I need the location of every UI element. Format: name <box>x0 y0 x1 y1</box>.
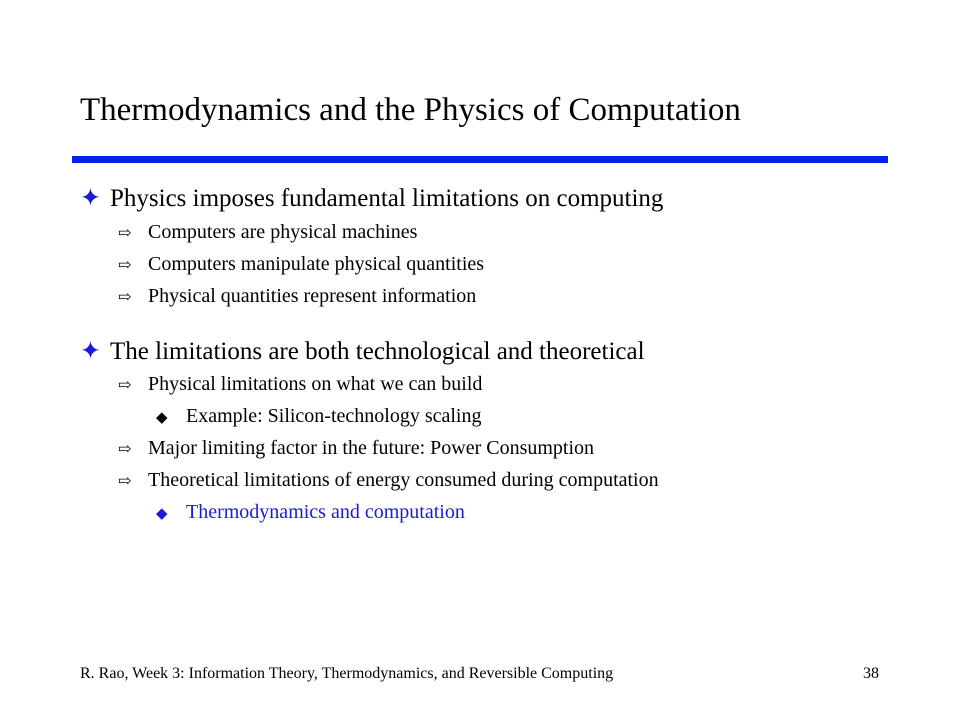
page-number: 38 <box>863 665 879 682</box>
bullet-item-2 <box>80 337 645 367</box>
bullet-text: Thermodynamics and computation <box>186 501 465 523</box>
sub-sub-bullet-item <box>156 403 482 431</box>
hollow-arrow-icon: ⇨ <box>118 225 132 242</box>
bullet-text: Major limiting factor in the future: Power Consumption <box>148 437 595 459</box>
four-pointed-star-icon: ✦ <box>80 338 101 365</box>
diamond-bullet-icon: ◆ <box>156 506 168 522</box>
title-underline-rule <box>72 156 888 163</box>
hollow-arrow-icon: ⇨ <box>118 441 132 458</box>
sub-bullet-item <box>118 219 417 247</box>
sub-bullet-item <box>118 435 594 463</box>
bullet-text: Physical limitations on what we can build <box>148 373 483 395</box>
sub-bullet-item <box>118 283 476 311</box>
diamond-bullet-icon: ◆ <box>156 410 168 426</box>
hollow-arrow-icon: ⇨ <box>118 289 132 306</box>
bullet-text: Computers manipulate physical quantities <box>148 253 485 275</box>
sub-bullet-item <box>118 467 659 495</box>
bullet-text: Example: Silicon-technology scaling <box>186 405 482 427</box>
sub-sub-bullet-item-highlighted <box>156 499 465 527</box>
bullet-text: The limitations are both technological and theoretical <box>110 338 645 365</box>
hollow-arrow-icon: ⇨ <box>118 377 132 394</box>
bullet-text: Physical quantities represent information <box>148 285 477 307</box>
footer-text: R. Rao, Week 3: Information Theory, Thermodynamics, and Reversible Computing <box>80 665 614 682</box>
bullet-item-1 <box>80 184 663 214</box>
bullet-text: Physics imposes fundamental limitations on computing <box>110 185 664 212</box>
slide-title: Thermodynamics and the Physics of Computation <box>80 92 741 128</box>
bullet-text: Theoretical limitations of energy consumed during computation <box>148 469 659 491</box>
four-pointed-star-icon: ✦ <box>80 185 101 212</box>
hollow-arrow-icon: ⇨ <box>118 473 132 490</box>
sub-bullet-item <box>118 371 482 399</box>
sub-bullet-item <box>118 251 484 279</box>
bullet-text: Computers are physical machines <box>148 221 418 243</box>
hollow-arrow-icon: ⇨ <box>118 257 132 274</box>
